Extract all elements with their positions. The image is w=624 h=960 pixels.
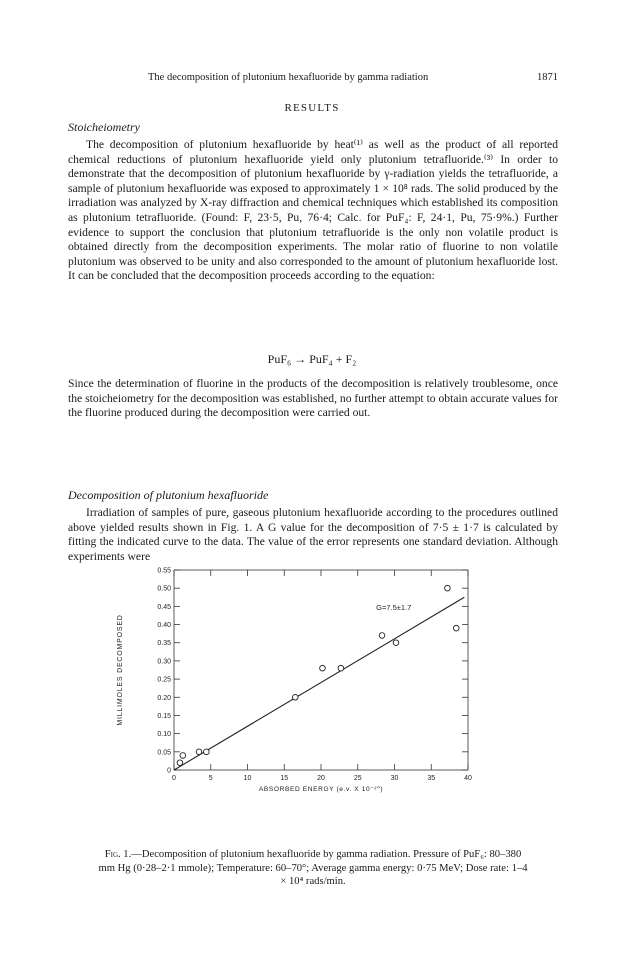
y-axis-label: MILLIMOLES DECOMPOSED — [117, 614, 124, 726]
scatter-chart — [110, 560, 490, 822]
x-tick-label: 5 — [208, 775, 213, 782]
running-title: The decomposition of plutonium hexafluoride by gamma radiation — [148, 72, 429, 83]
paragraph-decomposition: Irradiation of samples of pure, gaseous plutonium hexafluoride according to the procedures outlined above yielded results shown in Fig. 1. A G value for the decomposition of 7·5 ± 1·7 is calculated by fitting the indicated curve to the data. The value of the error represents one standard deviation. Although experiments were — [68, 506, 558, 563]
x-tick-label: 40 — [464, 775, 472, 782]
y-tick-label: 0.30 — [157, 658, 171, 666]
y-tick-label: 0.05 — [157, 749, 171, 757]
x-tick-label: 25 — [353, 775, 362, 782]
figure-1 — [110, 560, 490, 827]
equation: PuF₆ → PuF₄ + F₂ — [267, 352, 357, 366]
paragraph-stoicheiometry: The decomposition of plutonium hexafluoride by heat⁽¹⁾ as well as the product of all reported chemical reductions of plutonium hexafluoride yield only plutonium tetrafluoride.⁽³⁾ In order to demonstrate that the decomposition of plutonium hexafluoride by γ-radiation yields the tetrafluoride, a sample of plutonium hexafluoride was exposed to approximately 1 × 10⁸ rads. The solid produced by the irradiation was analyzed by X-ray diffraction and chemical techniques which established its composition as plutonium tetrafluoride. (Found: F, 23·5, Pu, 76·4; Calc. for PuF₄: F, 24·1, Pu, 75·9%.) Further evidence to support the conclusion that plutonium tetrafluoride is the only non volatile product is obtained directly from the decomposition experiments. The molar ratio of fluorine to non volatile plutonium was observed to be unity and also corresponded to the amount of plutonium hexafluoride lost. It can be concluded that the decomposition proceeds according to the equation: — [68, 138, 558, 283]
y-tick-label: 0.35 — [157, 640, 171, 648]
data-point — [292, 694, 298, 700]
data-point — [320, 665, 326, 671]
x-tick-label: 20 — [317, 775, 325, 782]
data-point — [453, 625, 459, 631]
data-point — [338, 665, 344, 671]
data-point — [196, 749, 202, 755]
y-tick-label: 0 — [167, 767, 171, 775]
x-tick-label: 0 — [172, 775, 176, 782]
caption-text: —Decomposition of plutonium hexafluoride by gamma radiation. Pressure of PuF₆: 80–380 mm Hg (0·28–2·1 mmole); Temperature: 60–70°; Average gamma energy: 0·75 MeV; Dose rate: 1–4 × 10⁴ rads/min. — [98, 849, 528, 887]
y-tick-label: 0.50 — [157, 585, 171, 593]
x-tick-label: 30 — [390, 775, 399, 782]
y-tick-label: 0.25 — [157, 676, 171, 684]
data-point — [445, 585, 451, 591]
fit-line — [174, 597, 464, 770]
paragraph-fluorine: Since the determination of fluorine in the products of the decomposition is relatively troublesome, once the stoicheiometry for the decomposition was established, no further attempt to obtain accurate values for the fluorine produced during the decomposition were carried out. — [68, 377, 558, 420]
y-tick-label: 0.15 — [157, 712, 171, 720]
data-point — [393, 640, 399, 646]
y-tick-label: 0.45 — [157, 603, 171, 611]
subsection-heading-decomposition: Decomposition of plutonium hexafluoride — [68, 488, 269, 502]
x-tick-label: 10 — [243, 775, 252, 782]
data-point — [177, 760, 183, 766]
page-number: 1871 — [537, 72, 558, 83]
y-tick-label: 0.10 — [157, 731, 171, 739]
g-value-annotation: G=7.5±1.7 — [376, 603, 412, 612]
y-tick-label: 0.55 — [157, 567, 171, 575]
data-point — [204, 749, 210, 755]
caption-label: Fig. 1. — [104, 849, 132, 860]
y-tick-label: 0.40 — [157, 622, 171, 630]
section-heading: RESULTS — [284, 102, 340, 114]
data-point — [180, 753, 186, 759]
subsection-heading-stoicheiometry: Stoicheiometry — [68, 120, 140, 134]
x-tick-label: 35 — [427, 775, 436, 782]
x-axis-label: ABSORBED ENERGY (e.v. X 10⁻²⁰) — [258, 786, 384, 793]
y-tick-label: 0.20 — [157, 694, 171, 702]
figure-caption — [98, 848, 528, 889]
data-point — [379, 633, 385, 639]
x-tick-label: 15 — [280, 775, 289, 782]
